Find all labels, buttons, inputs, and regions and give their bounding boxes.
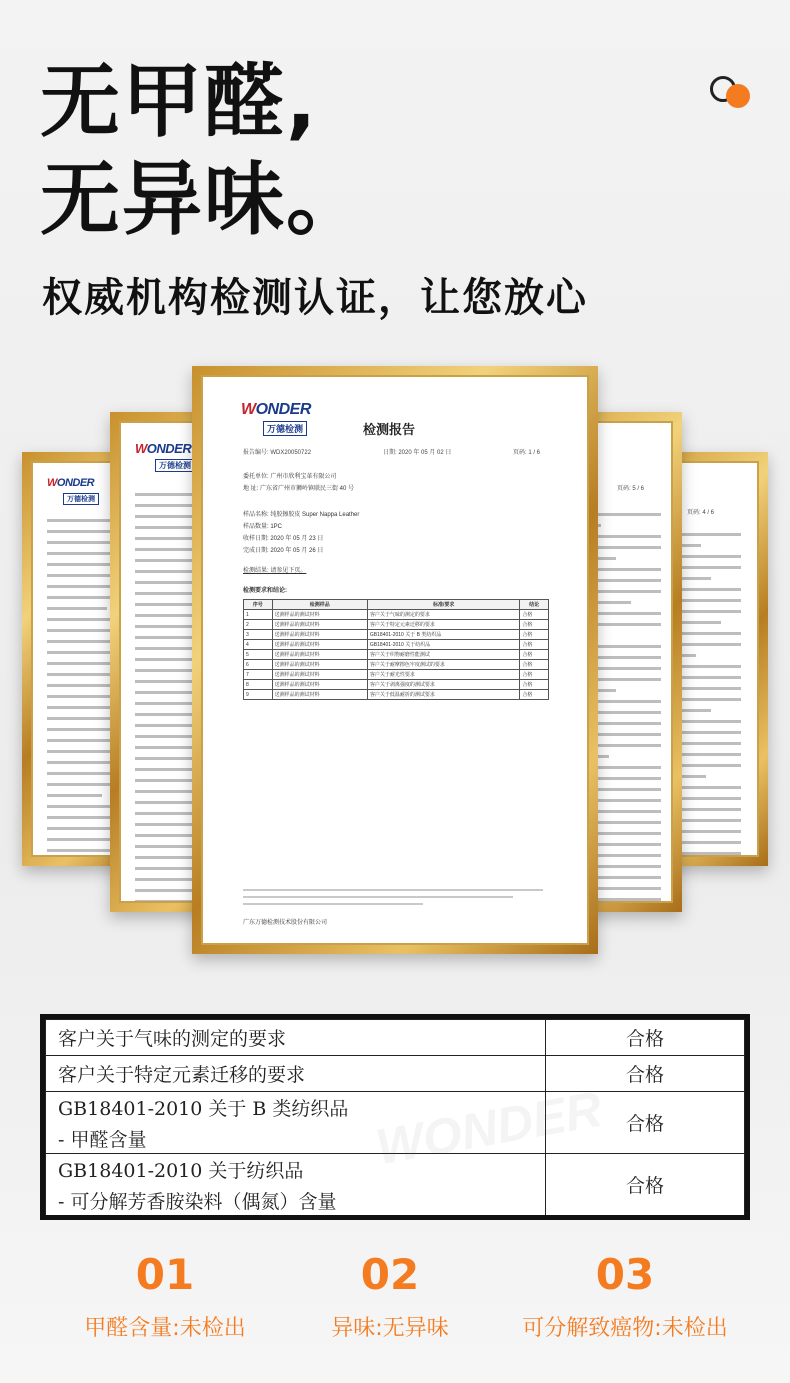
table-row [244, 690, 549, 700]
sample-name-field: 样品名称: 纯胶擦胶皮 Super Nappa Leather [243, 512, 360, 518]
stat-number: 01 [135, 1250, 195, 1299]
table-cell: 客户关于低温耐折的测试要求 [367, 690, 519, 700]
requirement-cell: GB18401-2010 关于 B 类纺织品 - 甲醛含量 [46, 1092, 546, 1154]
address-field: 地 址: 广东省广州市狮岭镇联民三街 40 号 [243, 486, 355, 492]
requirement-cell: 客户关于特定元素迁移的要求 [46, 1056, 546, 1092]
certificate-table-header [244, 600, 549, 610]
stat-label: 甲醛含量:未检出 [84, 1316, 246, 1341]
table-cell: 合格 [520, 690, 549, 700]
table-cell: 5 [244, 650, 273, 660]
result-cell: 合格 [546, 1020, 745, 1056]
stat-number: 03 [595, 1250, 655, 1299]
report-number: 报告编号: WDX20050722 [243, 450, 312, 456]
wonder-logo: WONDER [135, 441, 192, 456]
table-row [46, 1056, 745, 1092]
stat-odor [290, 1250, 490, 1342]
table-cell: 客户关于剥离强度的测试要求 [367, 680, 519, 690]
stat-carcinogen [500, 1250, 750, 1342]
certificate-frame-main [192, 366, 598, 954]
completed-date-field: 完成日期: 2020 年 05 月 26 日 [243, 548, 324, 554]
table-cell: 合格 [520, 660, 549, 670]
wonder-logo-sub: 万德检测 [155, 459, 195, 472]
col-header: 检测样品 [272, 600, 367, 610]
table-cell: 送测样品的测试材料 [272, 660, 367, 670]
table-cell: 送测样品的测试材料 [272, 680, 367, 690]
table-cell: 客户关于特定元素迁移的要求 [367, 620, 519, 630]
table-cell: 合格 [520, 620, 549, 630]
table-cell: 送测样品的测试材料 [272, 630, 367, 640]
table-cell: 客户关于织物耐磨性能测试 [367, 650, 519, 660]
table-cell: 合格 [520, 680, 549, 690]
requirement-cell: GB18401-2010 关于纺织品 - 可分解芳香胺染料（偶氮）含量 [46, 1154, 546, 1216]
wonder-logo: WONDER [47, 477, 95, 489]
table-cell: 合格 [520, 670, 549, 680]
footer-fine-print [243, 889, 543, 910]
table-row [244, 660, 549, 670]
table-cell: 合格 [520, 610, 549, 620]
stat-label: 可分解致癌物:未检出 [522, 1316, 728, 1341]
table-cell: GB18401-2010 关于 B 类纺织品 [367, 630, 519, 640]
result-cell: 合格 [546, 1092, 745, 1154]
stat-label: 异味:无异味 [331, 1316, 449, 1341]
report-date: 日期: 2020 年 05 月 02 日 [383, 450, 452, 456]
table-row [244, 620, 549, 630]
wonder-logo-sub: 万德检测 [63, 493, 99, 505]
table-cell: 合格 [520, 650, 549, 660]
page-number-far-right: 页码: 4 / 6 [687, 510, 715, 516]
table-cell: 4 [244, 640, 273, 650]
table-cell: 客户关于耐摩擦色牢度测试的要求 [367, 660, 519, 670]
table-row [244, 650, 549, 660]
table-row [244, 630, 549, 640]
table-cell: 合格 [520, 640, 549, 650]
table-title: 检测要求和结论: [243, 588, 287, 594]
col-header: 结论 [520, 600, 549, 610]
table-cell: 客户关于气味的测定的要求 [367, 610, 519, 620]
table-row [46, 1092, 745, 1154]
headline-line-2: 无异味。 [40, 153, 368, 246]
watermark-logo: WONDER [371, 1080, 606, 1176]
table-cell: 送测样品的测试材料 [272, 620, 367, 630]
report-title: 检测报告 [363, 422, 416, 437]
table-cell: 送测样品的测试材料 [272, 690, 367, 700]
col-header: 序号 [244, 600, 273, 610]
result-cell: 合格 [546, 1056, 745, 1092]
wonder-logo: WONDER [241, 401, 311, 418]
headline-subtitle: 权威机构检测认证，让您放心 [42, 275, 588, 321]
wonder-logo-sub: 万德检测 [263, 421, 307, 436]
table-cell: 合格 [520, 630, 549, 640]
table-cell: 9 [244, 690, 273, 700]
report-page: 页码: 1 / 6 [513, 450, 541, 456]
table-cell: 3 [244, 630, 273, 640]
table-cell: 送测样品的测试材料 [272, 640, 367, 650]
ring-icon-dot [726, 84, 750, 108]
table-row [46, 1020, 745, 1056]
table-row [244, 670, 549, 680]
table-row [244, 680, 549, 690]
certificate-table [243, 599, 549, 700]
table-cell: 送测样品的测试材料 [272, 610, 367, 620]
table-cell: 6 [244, 660, 273, 670]
col-header: 标准/要求 [367, 600, 519, 610]
requirement-cell: 客户关于气味的测定的要求 [46, 1020, 546, 1056]
table-cell: 1 [244, 610, 273, 620]
footer-company: 广东万德检测技术股份有限公司 [243, 920, 328, 926]
table-row [46, 1154, 745, 1216]
stat-formaldehyde [50, 1250, 280, 1342]
ring-dot-icon [706, 74, 752, 114]
conclusion-field: 检测结果: 请参见下页。 [243, 568, 307, 574]
results-table [40, 1014, 750, 1220]
table-cell: 客户关于耐光性要求 [367, 670, 519, 680]
table-cell: 8 [244, 680, 273, 690]
stat-number: 02 [360, 1250, 420, 1299]
received-date-field: 收样日期: 2020 年 05 月 23 日 [243, 536, 324, 542]
headline-line-1: 无甲醛, [40, 55, 319, 148]
table-row [244, 610, 549, 620]
table-row [244, 640, 549, 650]
result-cell: 合格 [546, 1154, 745, 1216]
table-cell: 送测样品的测试材料 [272, 650, 367, 660]
client-field: 委托单位: 广州市欣利宝革有限公司 [243, 474, 337, 480]
table-cell: 7 [244, 670, 273, 680]
table-cell: 送测样品的测试材料 [272, 670, 367, 680]
table-cell: GB18401-2010 关于纺织品 [367, 640, 519, 650]
sample-qty-field: 样品数量: 1PC [243, 524, 283, 530]
table-cell: 2 [244, 620, 273, 630]
page-number-right: 页码: 5 / 6 [617, 486, 645, 492]
